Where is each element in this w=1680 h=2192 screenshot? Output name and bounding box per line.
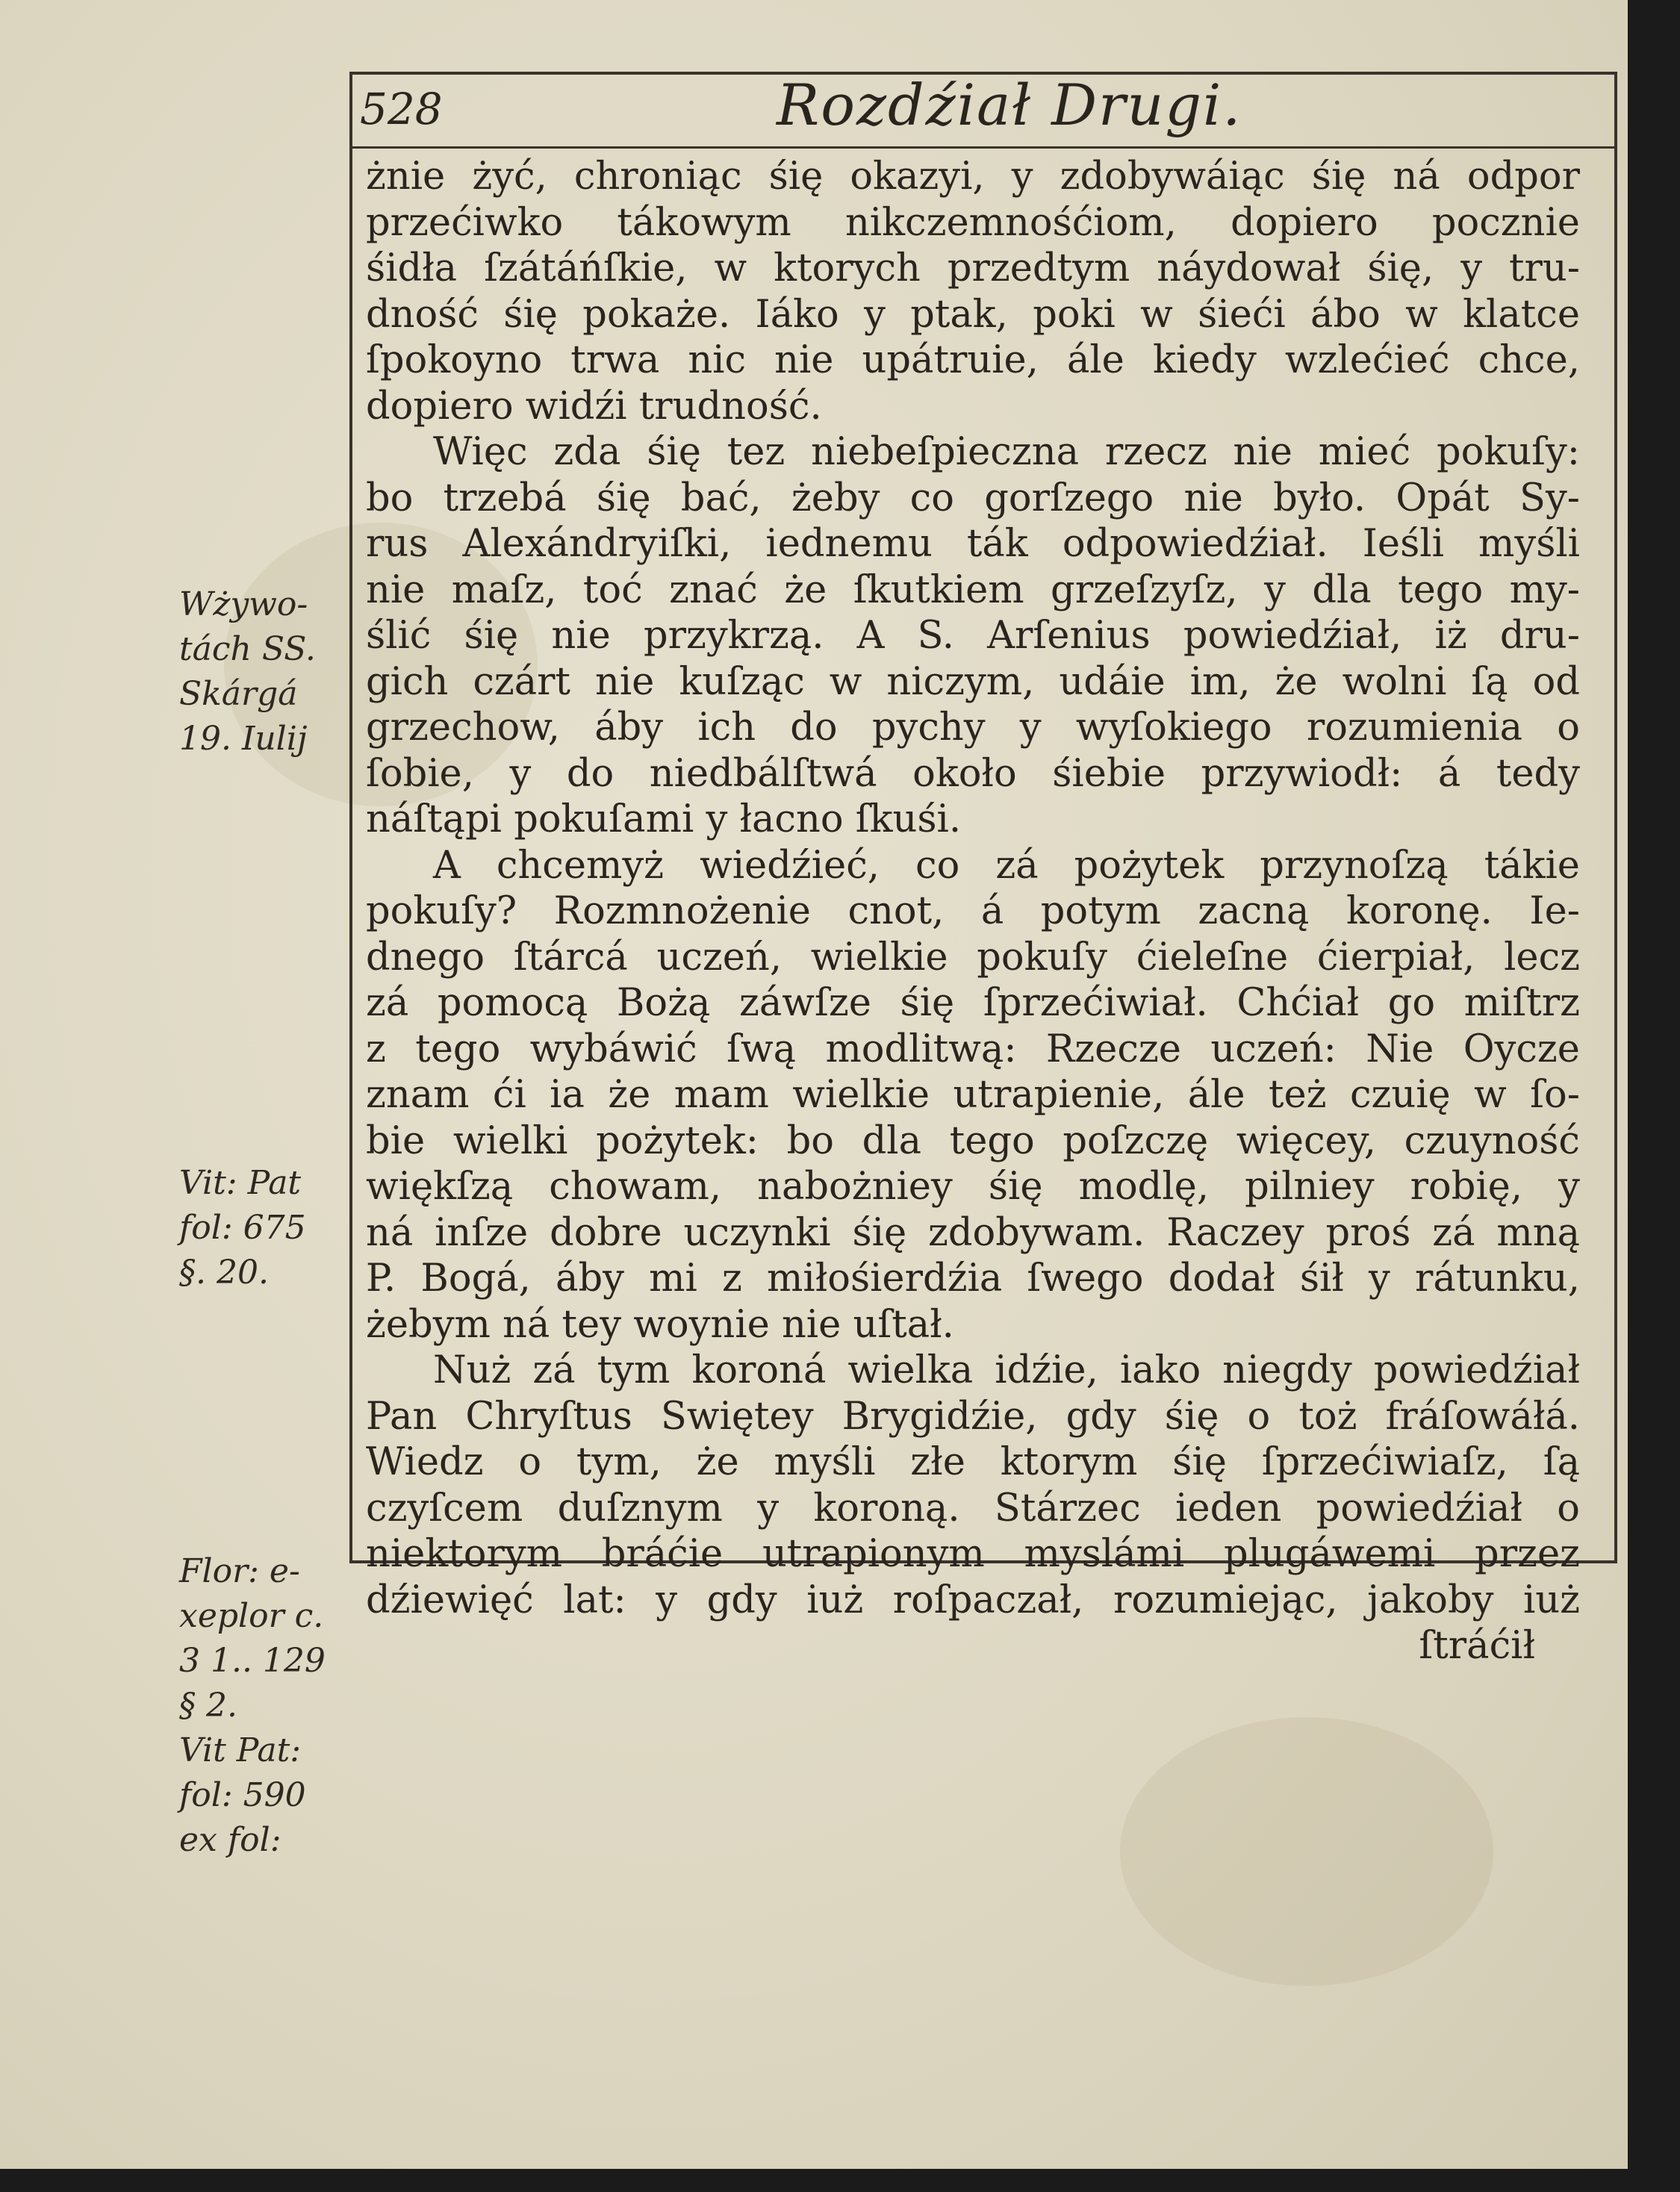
text-line: więkſzą chowam, nabożniey śię modlę, pilniey robię, y [366,1165,1580,1209]
margin-note [179,1161,358,1295]
margin-note-line: Flor: e- [179,1552,300,1590]
text-line: pokuſy? Rozmnożenie cnot, á potym zacną koronę. Ie- [366,889,1580,933]
text-line: ślić śię nie przykrzą. A S. Arſenius powiedźiał, iż dru- [366,614,1580,658]
margin-note-line: § 2. [179,1687,237,1725]
text-line: Pan Chryſtus Swiętey Brygidźie, gdy śię o toż fráſowáłá. [366,1394,1580,1439]
main-text [366,154,1580,1669]
margin-note-line: ex fol: [179,1821,281,1859]
running-head: Rozdźiał Drugi. [777,72,1242,138]
text-line: ſpokoyno trwa nic nie upátruie, ále kiedy wzlećieć chce, [366,338,1580,382]
text-line: Nuż zá tym koroná wielka idźie, iako niegdy powiedźiał [433,1348,1580,1392]
text-line: Wiedz o tym, że myśli złe ktorym śię ſprzećiwiaſz, ſą [366,1440,1580,1484]
margin-note-line: fol: 675 [179,1209,306,1247]
margin-note-line: Skárgá [179,675,298,713]
text-line: czyſcem duſznym y koroną. Stárzec ieden powiedźiał o [366,1486,1580,1531]
text-line: A chcemyż wiedźieć, co zá pożytek przynoſzą tákie [433,843,1580,888]
margin-note-line: Vit: Pat [179,1164,302,1202]
text-line: dność śię pokaże. Iáko y ptak, poki w śieći ábo w klatce [366,292,1580,337]
text-line: bo trzebá śię bać, żeby co gorſzego nie było. Opát Sy- [366,476,1580,520]
text-line: przećiwko tákowym nikczemnośćiom, dopiero pocznie [366,200,1580,245]
margin-note [179,582,358,762]
margin-note-line: xeplor c. [179,1597,324,1635]
text-line: znam ći ia że mam wielkie utrapienie, ále też czuię w ſo- [366,1073,1580,1117]
text-line: z tego wybáwić ſwą modlitwą: Rzecze uczeń: Nie Oycze [366,1027,1580,1071]
text-line: dnego ſtárcá uczeń, wielkie pokuſy ćieleſne ćierpiał, lecz [366,935,1580,980]
text-line: nie maſz, toć znać że ſkutkiem grzeſzyſz, y dla tego my- [366,567,1580,612]
text-line: náſtąpi pokuſami y łacno ſkuśi. [366,797,962,841]
margin-note-line: §. 20. [179,1254,269,1292]
header-rule [349,146,1614,149]
text-line: dźiewięć lat: y gdy iuż roſpaczał, rozumiejąc, jakoby iuż [366,1578,1580,1622]
scan-background-edge [0,2169,1680,2192]
text-line: rus Alexándryiſki, iednemu ták odpowiedźiał. Ieśli myśli [366,522,1580,566]
page-number: 528 [360,84,443,134]
margin-note-line: Vit Pat: [179,1731,302,1769]
text-line: ſobie, y do niedbálſtwá około śiebie przywiodł: á tedy [366,751,1580,796]
text-line: żebym ná tey woynie nie uſtał. [366,1302,954,1347]
margin-note [179,1549,358,1863]
scan-background-edge [1628,0,1680,2192]
paper-stain [1120,1717,1493,1986]
margin-note-line: 3 1.. 129 [179,1642,326,1680]
text-line: gich czárt nie kuſząc w niczym, udáie im, że wolni ſą od [366,659,1580,704]
text-line: Więc zda śię tez niebeſpieczna rzecz nie mieć pokuſy: [433,430,1580,474]
margin-note-line: Wżywo- [179,585,308,623]
text-line: ná inſze dobre uczynki śię zdobywam. Raczey proś zá mną [366,1210,1580,1255]
text-line: zá pomocą Bożą záwſze śię ſprzećiwiał. Chćiał go miſtrz [366,981,1580,1025]
margin-note-line: 19. Iulij [179,720,308,758]
margin-note-line: tách SS. [179,630,316,668]
text-line: śidła ſzátáńſkie, w ktorych przedtym náydował śię, y tru- [366,246,1580,290]
text-line: grzechow, áby ich do pychy y wyſokiego rozumienia o [366,706,1580,750]
text-line: bie wielki pożytek: bo dla tego poſzczę więcey, czuyność [366,1118,1580,1163]
text-line: dopiero widźi trudność. [366,384,822,429]
text-line: niektorym bráćie utrapionym myslámi plugáwemi przez [366,1532,1580,1576]
text-line: żnie żyć, chroniąc śię okazyi, y zdobywáiąc śię ná odpor [366,155,1580,199]
catchword: ſtráćił [1419,1624,1535,1668]
text-line: P. Bogá, áby mi z miłośierdźia ſwego dodał śił y rátunku, [366,1257,1580,1301]
margin-note-line: fol: 590 [179,1776,306,1814]
